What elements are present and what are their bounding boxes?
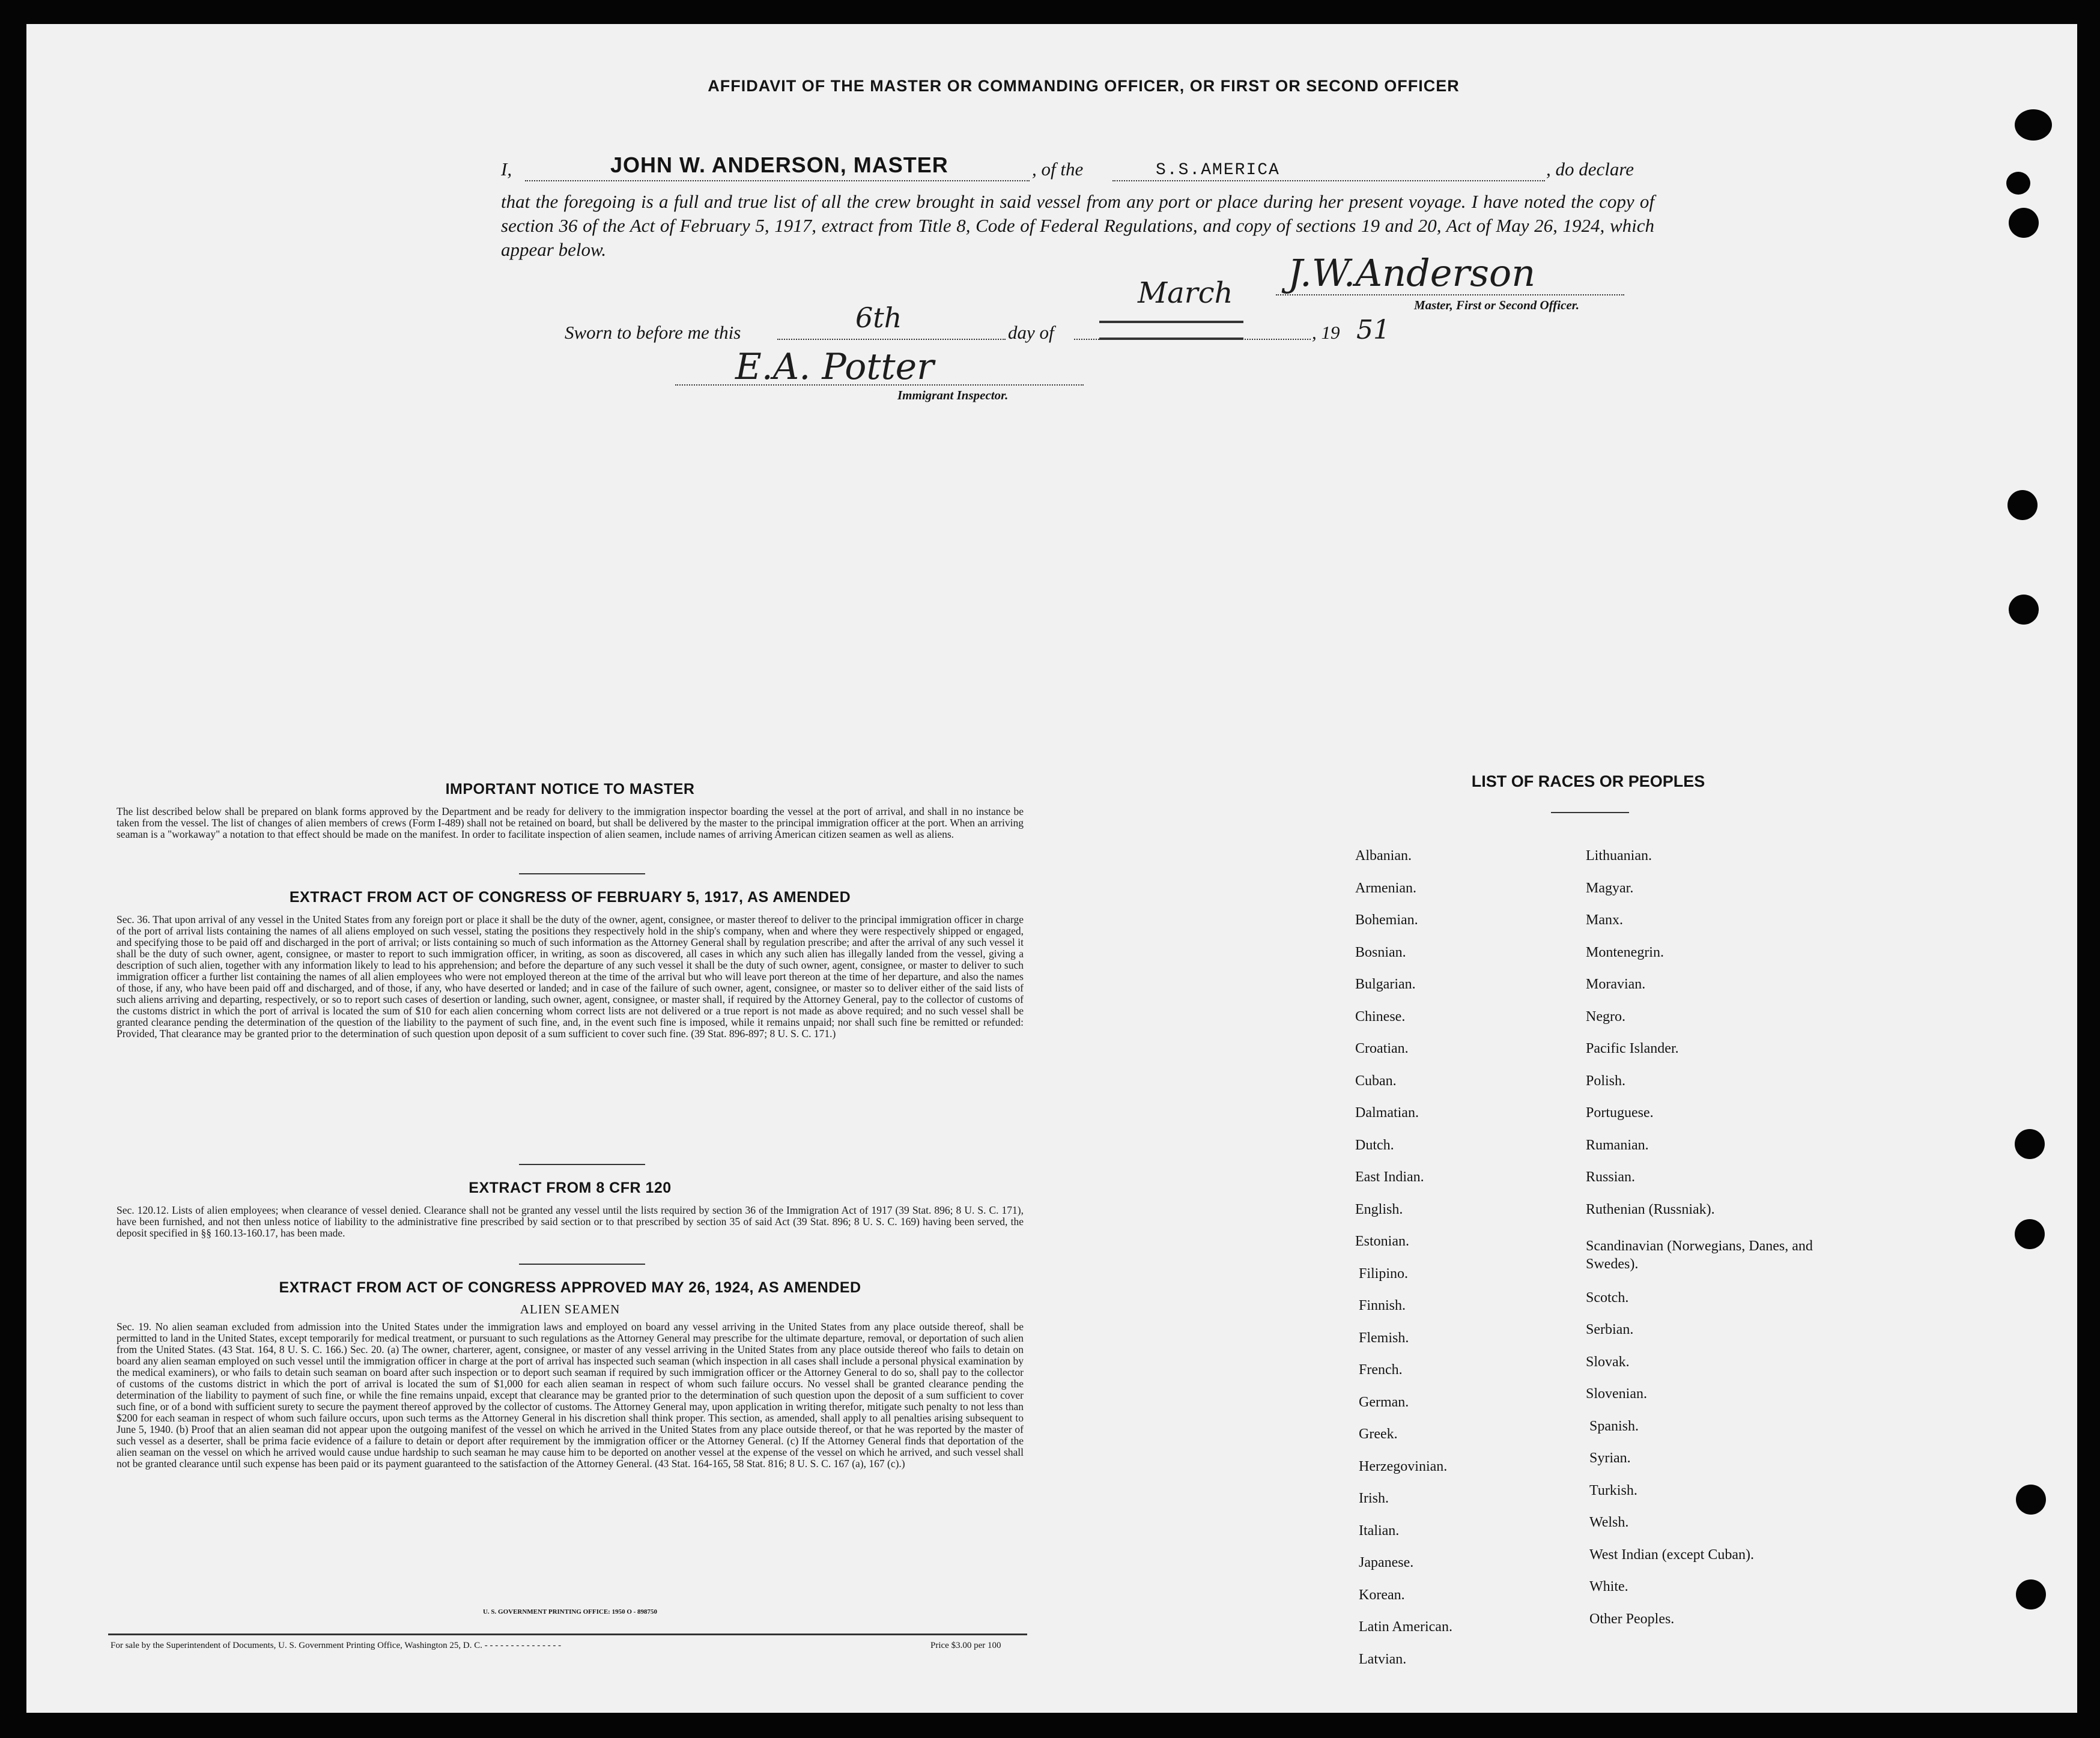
extract-1924-subheading: ALIEN SEAMEN <box>520 1302 621 1316</box>
race-item: Polish. <box>1586 1073 1626 1089</box>
race-item: Pacific Islander. <box>1586 1041 1679 1056</box>
race-item: Japanese. <box>1359 1555 1414 1570</box>
master-signature-caption: Master, First or Second Officer. <box>1414 298 1579 312</box>
race-item: Dutch. <box>1355 1137 1394 1153</box>
do-declare-text: , do declare <box>1546 159 1634 180</box>
race-item: German. <box>1359 1394 1409 1410</box>
inspector-caption: Immigrant Inspector. <box>897 388 1009 402</box>
race-item: Slovenian. <box>1586 1386 1647 1402</box>
extract-1924-text: Sec. 19. No alien seaman excluded from admission into the United States under the immigration laws and employed on board any vessel arriving in the United States from any place outside thereof, shall be permitted to land in the United States, except temporarily for medical treatment, or pursuant to such regulations as the Attorney General may prescribe for the ultimate departure, removal, or deportation of such alien from the United States. (43 Stat. 164, 8 U. S. C. 166.) Sec. 20. (a) The owner, charterer, agent, consignee, or master of any vessel arriving in the United States from any place outside thereof who fails to detain on board any alien seaman employed on such vessel until the immigration officer in charge at the port of arrival has inspected such seaman (which inspection in all cases shall include a personal physical examination by the medical examiners), or who fails to detain such seaman on board after such inspection or to deport such seaman if required by such immigration officer or the Attorney General to do so, shall pay to the collector of customs of the customs district in which the port of arrival is located the sum of $1,000 for each alien seaman in respect of whom such failure occurs. No vessel shall be granted clearance pending the determination of the liability to payment of such fine, or while the fine remains unpaid, except that clearance may be granted prior to the determination of such question upon the deposit of a sum sufficient to cover such fine, or of a bond with sufficient surety to secure the payment thereof approved by the collector of customs. The Attorney General may, upon application in writing therefor, mitigate such penalty to not less than $200 for each seaman in respect of whom such failure occurs, upon such terms as the Attorney General in his discretion shall think proper. This section, as amended, shall apply to all penalties arising subsequent to June 5, 1940. (b) Proof that an alien seaman did not appear upon the outgoing manifest of the vessel on which he arrived in the United States from any place outside thereof, or that he was reported by the master of such vessel as a deserter, shall be prima facie evidence of a failure to detain or deport after requirement by the immigration officer or the Attorney General. (c) If the Attorney General finds that deportation of the alien seaman on the vessel on which he arrived would cause undue hardship to such seaman he may cause him to be deported on another vessel at the expense of the vessel on which he arrived, and such vessel shall not be granted clearance until such expense has been paid or its payment guaranteed to the satisfaction of the Attorney General. (43 Stat. 164-165, 58 Stat. 816; 8 U. S. C. 167 (a), 167 (c).) <box>117 1321 1024 1470</box>
race-item: Armenian. <box>1355 880 1416 896</box>
race-item: Turkish. <box>1589 1482 1637 1498</box>
race-item: White. <box>1589 1579 1628 1594</box>
vessel-name: S.S.AMERICA <box>1156 161 1280 180</box>
punch-hole <box>2006 172 2030 195</box>
race-item: Croatian. <box>1355 1041 1409 1056</box>
for-sale-note: For sale by the Superintendent of Documents, U. S. Government Printing Office, Washington 25, D. C. - - - - - - - - - - - - - - - <box>111 1641 562 1650</box>
race-item: Montenegrin. <box>1586 944 1664 960</box>
race-item: English. <box>1355 1201 1403 1217</box>
punch-hole <box>2016 1579 2046 1609</box>
race-item: East Indian. <box>1355 1169 1424 1185</box>
race-item: Syrian. <box>1589 1450 1631 1466</box>
race-item: Cuban. <box>1355 1073 1397 1089</box>
race-item: Finnish. <box>1359 1298 1406 1313</box>
race-item: Serbian. <box>1586 1322 1634 1337</box>
race-item: Korean. <box>1359 1587 1405 1603</box>
race-item: Bohemian. <box>1355 912 1418 928</box>
race-item: Chinese. <box>1355 1008 1406 1025</box>
race-item: Welsh. <box>1589 1515 1629 1530</box>
sworn-month: March <box>1138 276 1233 310</box>
races-heading: LIST OF RACES OR PEOPLES <box>1471 772 1705 790</box>
extract-cfr-text: Sec. 120.12. Lists of alien employees; when clearance of vessel denied. Clearance shall not be granted any vessel until the lists required by section 36 of the Immigration Act of 1917 (39 Stat. 896; 8 U. S. C. 171), have been furnished, and not then unless notice of liability to the administrative fine prescribed by said section or to that prescribed by section 35 of said Act (39 Stat. 896; 8 U. S. C. 169) having been served, the deposit specified in §§ 160.13-160.17, has been made. <box>117 1204 1024 1239</box>
sworn-year-suffix: 51 <box>1356 315 1390 345</box>
punch-hole <box>2007 490 2038 520</box>
race-item: Negro. <box>1586 1008 1625 1025</box>
race-item: Albanian. <box>1355 848 1412 864</box>
master-signature: J.W.Anderson <box>1288 251 1536 295</box>
race-item: Scandinavian (Norwegians, Danes, and Swedes). <box>1586 1238 1813 1272</box>
master-name: JOHN W. ANDERSON, MASTER <box>610 153 948 177</box>
extract-1924-heading: EXTRACT FROM ACT OF CONGRESS APPROVED MAY 26, 1924, AS AMENDED <box>279 1279 861 1296</box>
race-item: Filipino. <box>1359 1265 1409 1282</box>
sworn-text: Sworn to before me this <box>565 322 741 343</box>
race-item: Herzegovinian. <box>1359 1458 1448 1474</box>
notice-text: The list described below shall be prepared on blank forms approved by the Department and be ready for delivery to the immigration inspector boarding the vessel at the port of arrival, and shall in no instance be taken from the vessel. The list of changes of alien members of crews (Form I-489) shall not be retained on board, but shall be delivered by the master to the principal immigration officer at the port. When an arriving seaman is a "workaway" a notation to that effect should be made on the manifest. In order to facilitate inspection of alien seamen, include names of arriving American citizen seamen as well as aliens. <box>117 805 1024 840</box>
day-of-text: day of <box>1008 322 1054 343</box>
declarant-prefix: I, <box>501 159 512 180</box>
race-item: Russian. <box>1586 1169 1636 1185</box>
race-item: Bosnian. <box>1355 944 1406 960</box>
race-item: Other Peoples. <box>1589 1611 1675 1627</box>
declaration-text: that the foregoing is a full and true list of all the crew brought in said vessel from any port or place during her present voyage. I have noted the copy of section 36 of the Act of February 5, 1917, extract from Title 8, Code of Federal Regulations, and copy of sections 19 and 20, Act of May 26, 1924, which appear below. <box>501 191 1654 260</box>
punch-hole <box>2016 1485 2046 1515</box>
race-item: Estonian. <box>1355 1234 1409 1249</box>
extract-cfr-heading: EXTRACT FROM 8 CFR 120 <box>469 1179 672 1196</box>
divider <box>1551 812 1629 813</box>
race-item: Dalmatian. <box>1355 1105 1419 1121</box>
race-item: West Indian (except Cuban). <box>1589 1546 1754 1563</box>
race-item: Ruthenian (Russniak). <box>1586 1201 1715 1217</box>
race-item: Greek. <box>1359 1426 1398 1442</box>
race-item: Flemish. <box>1359 1330 1409 1346</box>
affidavit-form-page <box>26 24 2077 1713</box>
vessel-blank <box>1112 180 1545 181</box>
race-item: Lithuanian. <box>1586 848 1652 864</box>
sworn-day: 6th <box>855 301 902 334</box>
punch-hole <box>2015 109 2052 141</box>
day-blank <box>777 339 1006 340</box>
race-item: Bulgarian. <box>1355 976 1416 992</box>
struck-out-month <box>1099 321 1243 340</box>
inspector-signature: E.A. Potter <box>735 346 934 388</box>
divider <box>519 873 645 874</box>
race-item: Magyar. <box>1586 880 1634 896</box>
race-item: Portuguese. <box>1586 1105 1654 1121</box>
race-item: Italian. <box>1359 1522 1400 1539</box>
race-item: Rumanian. <box>1586 1137 1649 1153</box>
master-signature-line <box>1276 294 1624 295</box>
divider <box>519 1264 645 1265</box>
race-item: Moravian. <box>1586 976 1646 992</box>
footer-rule <box>108 1634 1027 1635</box>
punch-hole <box>2015 1129 2045 1159</box>
extract-1917-text: Sec. 36. That upon arrival of any vessel in the United States from any foreign port or place it shall be the duty of the owner, agent, consignee, or master thereof to deliver to the principal immigration officer in charge of the port of arrival lists containing the names of all aliens employed on such vessel, stating the positions they respectively hold in the ship's company, when and where they were respectively shipped or engaged, and specifying those to be paid off and discharged in the port of arrival; or lists containing so much of such information as the Attorney General shall by regulation prescribe; and after the arrival of any such vessel it shall be the duty of such owner, agent, consignee, or master to report to such immigration officer, in writing, as soon as discovered, all cases in which any such alien has illegally landed from the vessel, giving a description of such alien, together with any information likely to lead to his apprehension; and before the departure of any such vessel it shall be the duty of such owner, agent, consignee, or master to deliver to such immigration officer a further list containing the names of all alien employees who were not employed thereon at the time of the arrival but who will leave port thereon at the time of her departure, and also the names of those, if any, who have been paid off and discharged, and of those, if any, who have deserted or landed; and in case of the failure of such owner, agent, consignee, or master so to deliver either of the said lists of such aliens arriving and departing, respectively, or so to report such cases of desertion or landing, such owner, agent, consignee, or master shall, if required by the Attorney General, pay to the collector of customs of the customs district in which the port of arrival is located the sum of $10 for each alien concerning whom correct lists are not delivered or a true report is not made as above required; and no such vessel shall be granted clearance pending the determination of the question of the liability to the payment of such fine, and, in the event such fine is imposed, while it remains unpaid; nor shall such fine be remitted or refunded: Provided, That clearance may be granted prior to the determination of such question upon deposit of a sum sufficient to cover such fine. (39 Stat. 896-897; 8 U. S. C. 171.) <box>117 913 1024 1040</box>
race-item: Scotch. <box>1586 1289 1629 1306</box>
race-item: Manx. <box>1586 912 1623 928</box>
race-item: Latvian. <box>1359 1651 1407 1667</box>
punch-hole <box>2015 1219 2045 1249</box>
inspector-signature-line <box>675 384 1084 386</box>
race-item: Slovak. <box>1586 1354 1630 1370</box>
of-the-text: , of the <box>1032 159 1084 180</box>
punch-hole <box>2009 595 2039 625</box>
race-item: Latin American. <box>1359 1619 1452 1635</box>
notice-heading: IMPORTANT NOTICE TO MASTER <box>445 781 695 798</box>
divider <box>519 1164 645 1165</box>
affidavit-title: AFFIDAVIT OF THE MASTER OR COMMANDING OFFICER, OR FIRST OR SECOND OFFICER <box>708 77 1460 95</box>
year-text: , 19 <box>1312 322 1340 343</box>
race-item: French. <box>1359 1362 1403 1378</box>
punch-hole <box>2009 208 2039 238</box>
race-item: Irish. <box>1359 1491 1389 1506</box>
race-item: Spanish. <box>1589 1418 1639 1434</box>
price-note: Price $3.00 per 100 <box>930 1641 1001 1650</box>
declarant-blank <box>525 180 1030 181</box>
extract-1917-heading: EXTRACT FROM ACT OF CONGRESS OF FEBRUARY 5, 1917, AS AMENDED <box>289 889 851 906</box>
printing-office-note: U. S. GOVERNMENT PRINTING OFFICE: 1950 O - 898750 <box>482 1608 658 1615</box>
